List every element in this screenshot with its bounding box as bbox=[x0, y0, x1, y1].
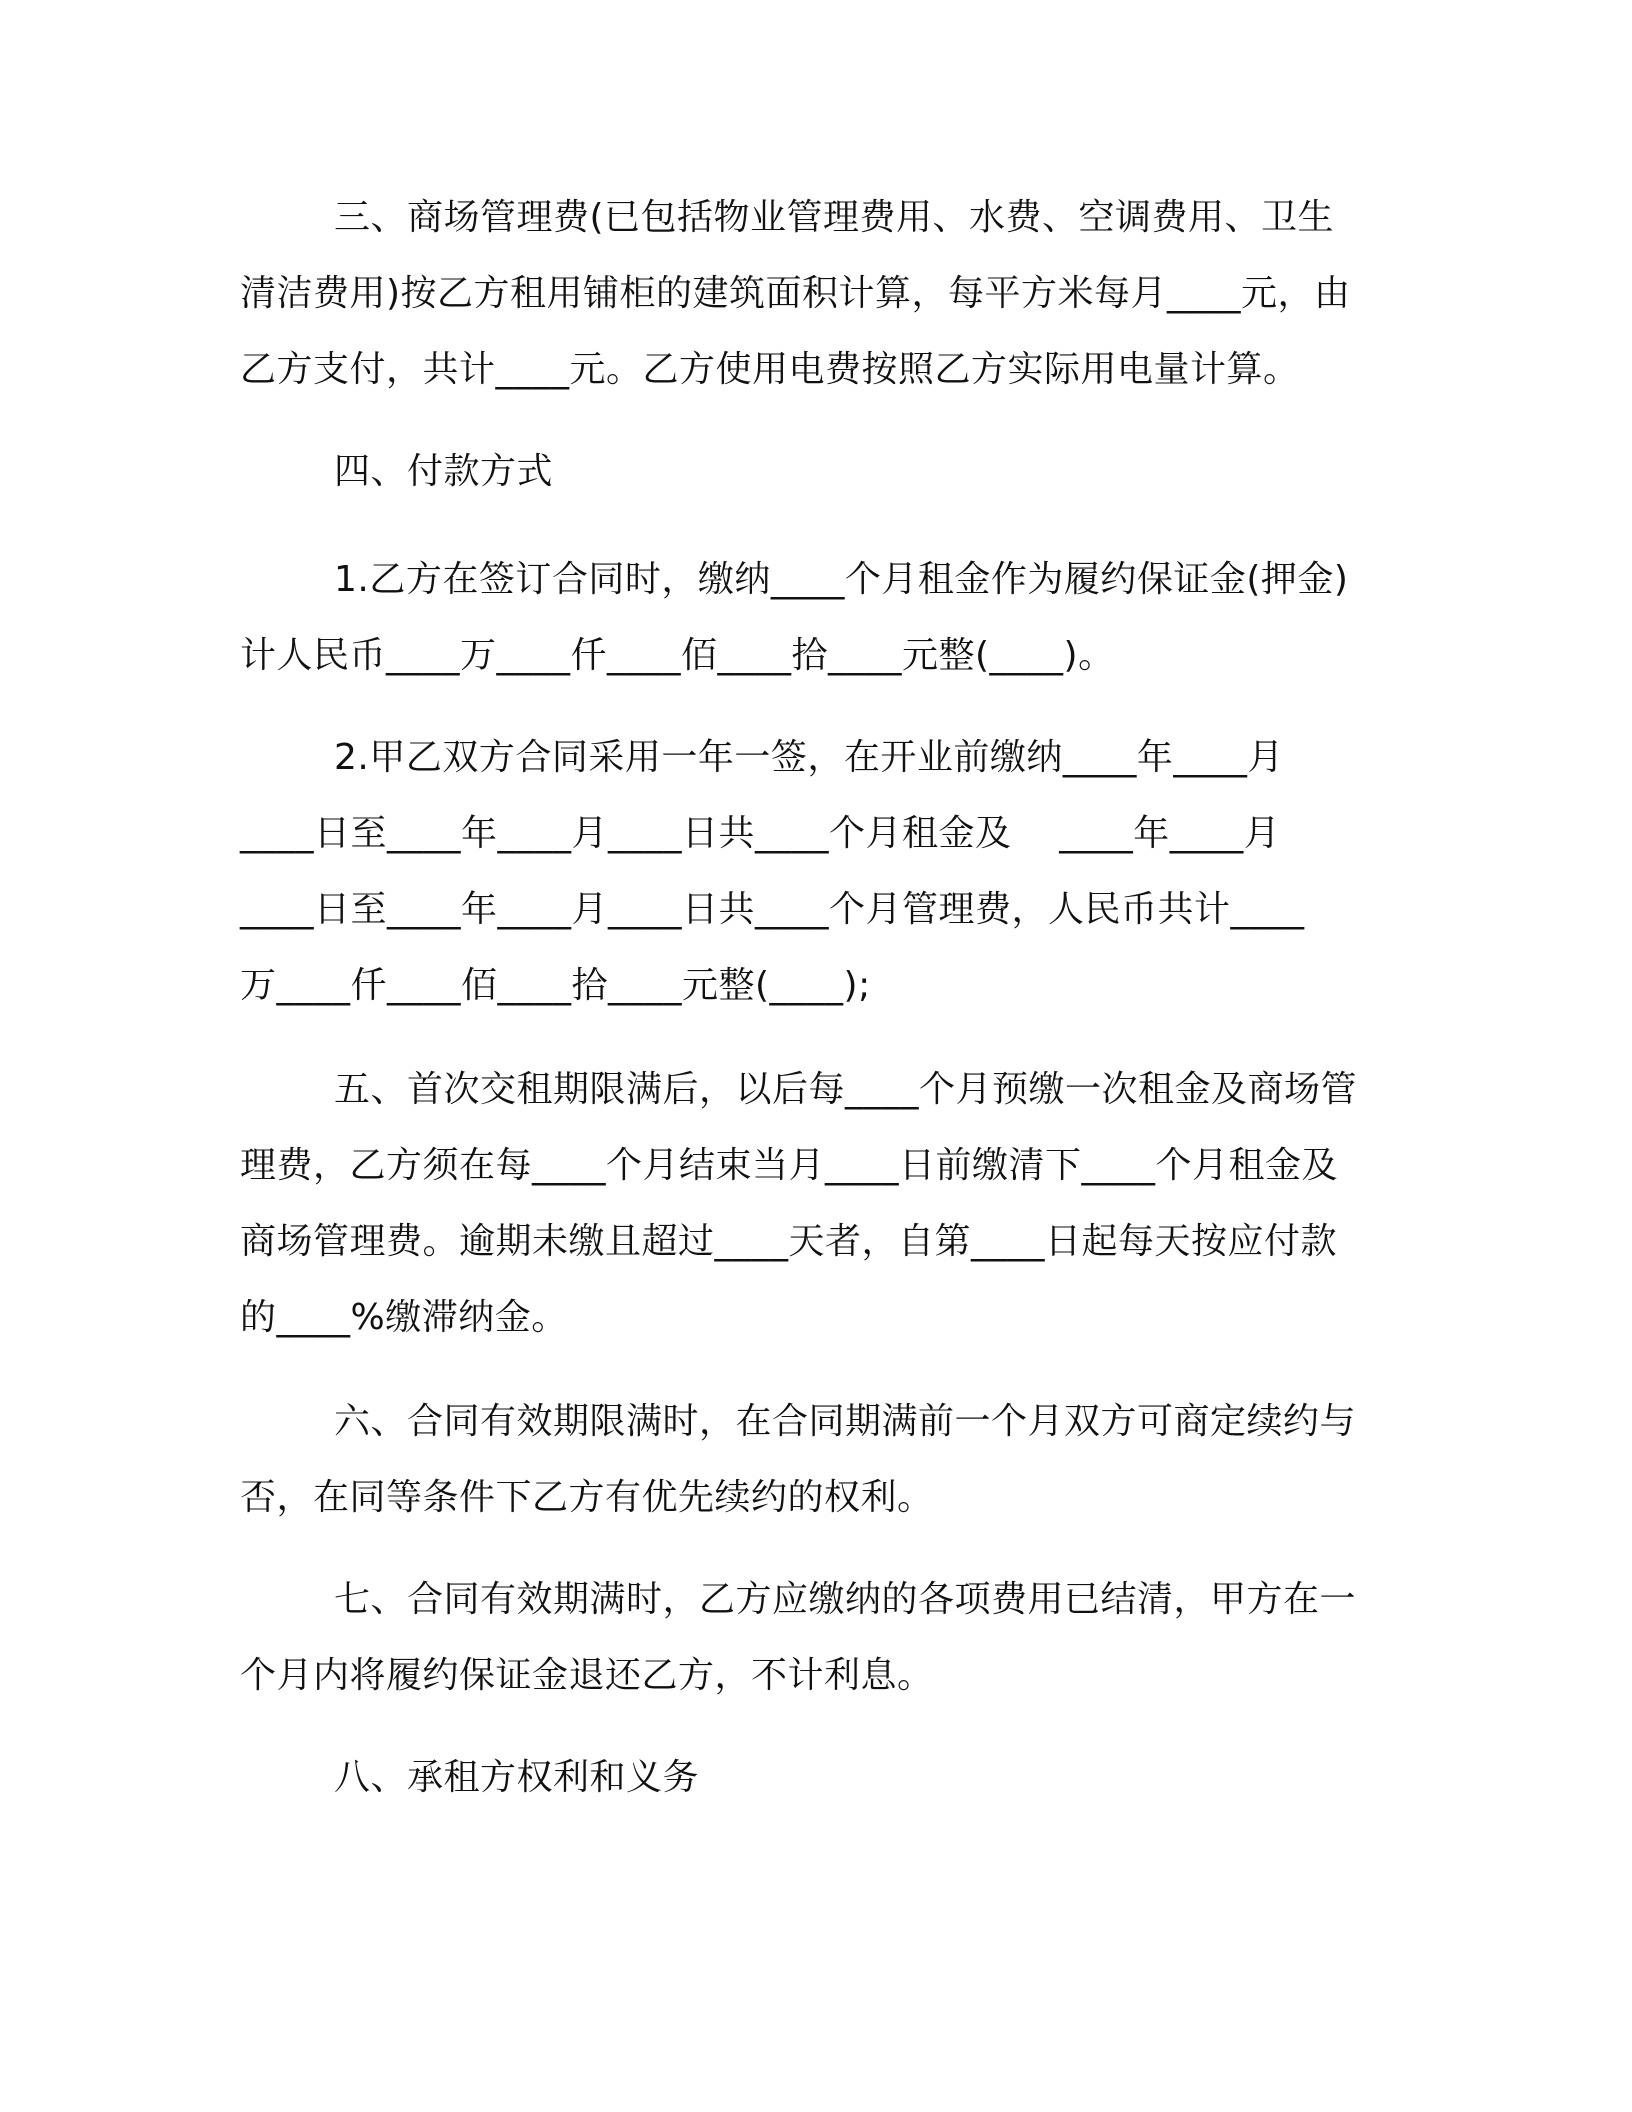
section-heading: 四、付款方式 bbox=[334, 451, 554, 492]
paragraph-line: 三、商场管理费(已包括物业管理费用、水费、空调费用、卫生 bbox=[334, 197, 1335, 238]
paragraph-line: 否，在同等条件下乙方有优先续约的权利。 bbox=[240, 1477, 934, 1518]
paragraph-line: ____日至____年____月____日共____个月管理费，人民币共计____ bbox=[240, 889, 1305, 930]
paragraph-line: 乙方支付，共计____元。乙方使用电费按照乙方实际用电量计算。 bbox=[240, 349, 1300, 390]
paragraph-line: 五、首次交租期限满后，以后每____个月预缴一次租金及商场管 bbox=[334, 1069, 1358, 1110]
paragraph-line: 六、合同有效期限满时，在合同期满前一个月双方可商定续约与 bbox=[334, 1401, 1357, 1442]
paragraph-line: 的____%缴滞纳金。 bbox=[240, 1297, 568, 1338]
paragraph-line: 商场管理费。逾期未缴且超过____天者，自第____日起每天按应付款 bbox=[240, 1221, 1338, 1262]
paragraph-line: 个月内将履约保证金退还乙方，不计利息。 bbox=[240, 1655, 934, 1696]
paragraph-line: ____日至____年____月____日共____个月租金及 ____年____月 bbox=[240, 813, 1281, 854]
paragraph-line: 清洁费用)按乙方租用铺柜的建筑面积计算，每平方米每月____元，由 bbox=[240, 273, 1351, 314]
paragraph-line: 2.甲乙双方合同采用一年一签，在开业前缴纳____年____月 bbox=[334, 737, 1284, 778]
paragraph-line: 万____仟____佰____拾____元整(____); bbox=[240, 965, 871, 1006]
section-heading: 八、承租方权利和义务 bbox=[334, 1757, 700, 1798]
paragraph-line: 1.乙方在签订合同时，缴纳____个月租金作为履约保证金(押金) bbox=[334, 559, 1349, 600]
paragraph-line: 理费，乙方须在每____个月结束当月____日前缴清下____个月租金及 bbox=[240, 1145, 1339, 1186]
paragraph-line: 计人民币____万____仟____佰____拾____元整(____)。 bbox=[240, 635, 1115, 676]
paragraph-line: 七、合同有效期满时，乙方应缴纳的各项费用已结清，甲方在一 bbox=[334, 1579, 1357, 1620]
